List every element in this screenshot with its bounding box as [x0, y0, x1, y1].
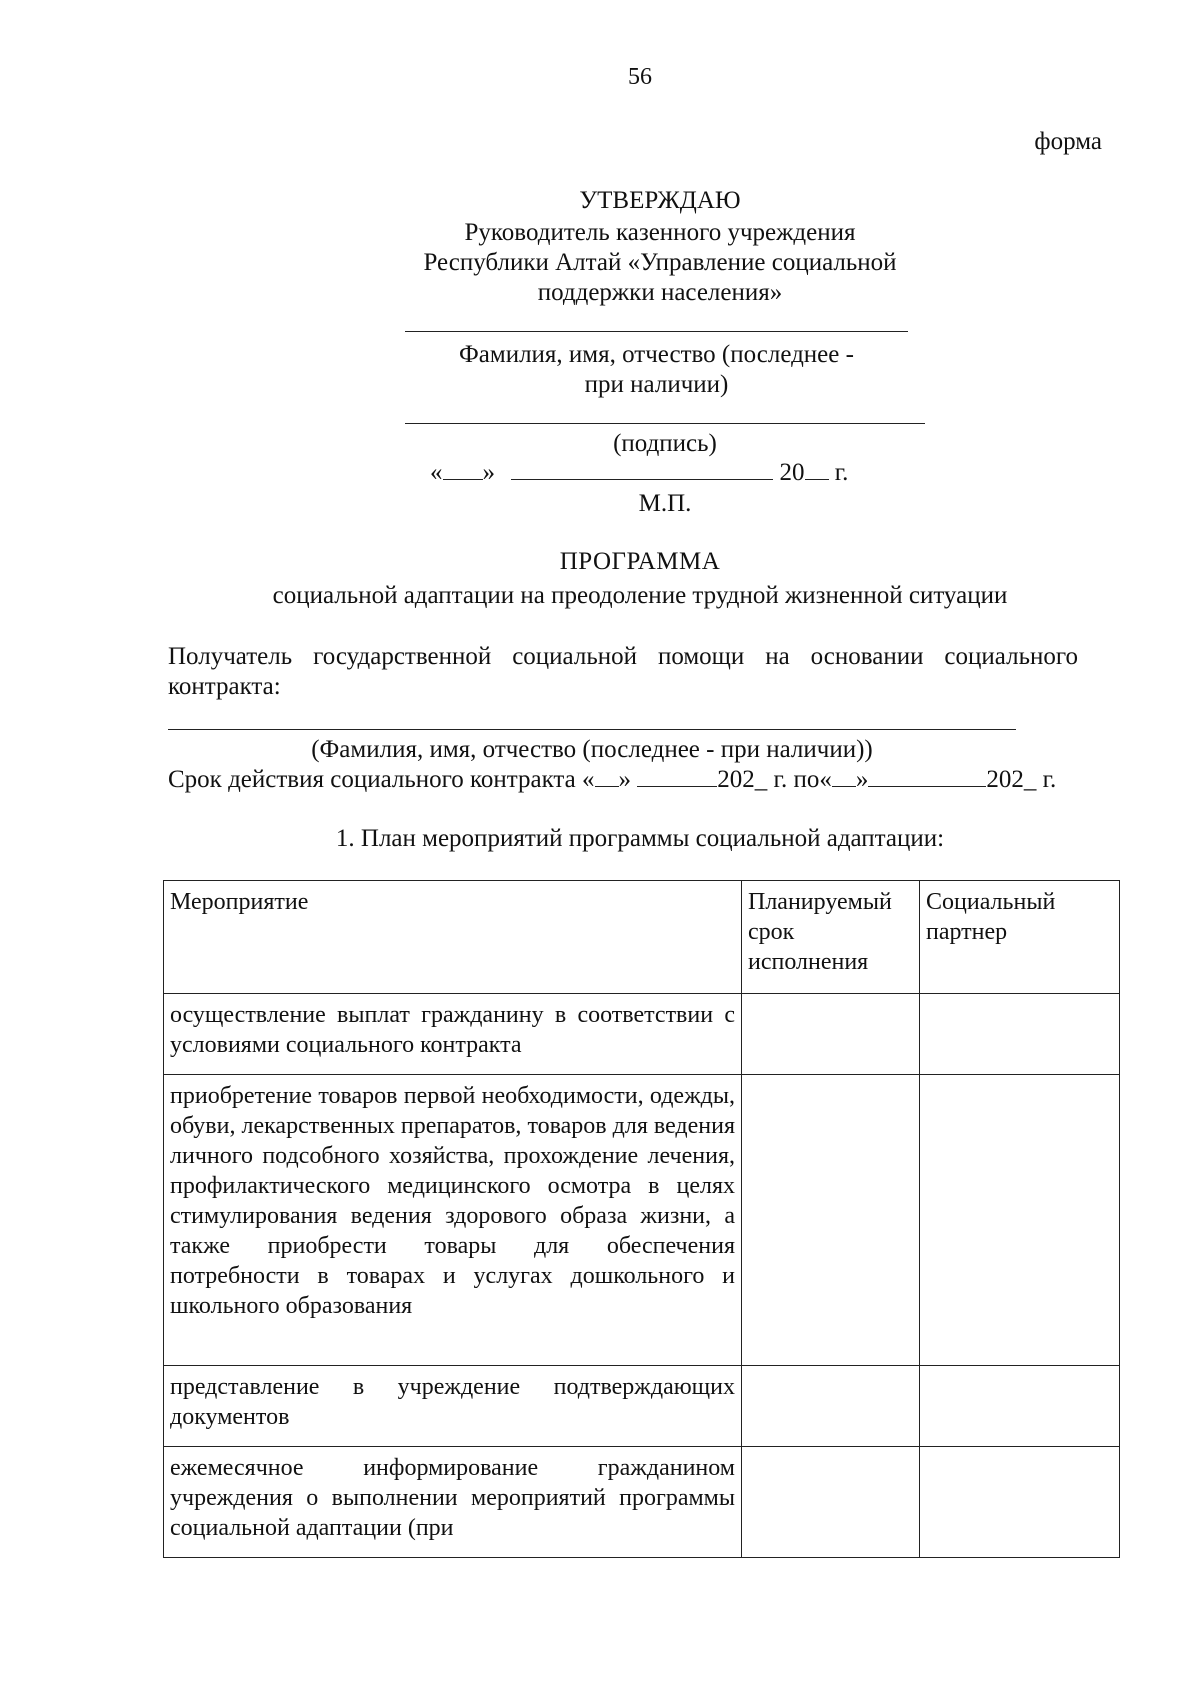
recipient-name-caption: (Фамилия, имя, отчество (последнее - при наличии)): [311, 736, 873, 763]
page-number: 56: [628, 64, 652, 90]
form-label: форма: [1034, 128, 1102, 155]
term-year1: 202_ г. по«: [717, 766, 832, 793]
term-month-blank: [637, 766, 717, 787]
activity-cell: ежемесячное информирование гражданином учреждения о выполнении мероприятий программы социальной адаптации (при: [164, 1447, 742, 1558]
partner-cell: [920, 1447, 1120, 1558]
signature-caption: (подпись): [613, 430, 717, 457]
day-blank: [443, 459, 483, 480]
term-day-blank: [595, 766, 619, 787]
term-cell: [742, 1366, 920, 1447]
approval-date: [430, 459, 848, 487]
term-cell: [742, 994, 920, 1075]
partner-cell: [920, 1366, 1120, 1447]
term-month2-blank: [868, 766, 986, 787]
date-close-quote: »: [482, 459, 495, 486]
activity-cell: представление в учреждение подтверждающих документов: [164, 1366, 742, 1447]
partner-cell: [920, 994, 1120, 1075]
table-row: [164, 1447, 1120, 1558]
activity-cell: приобретение товаров первой необходимости, одежды, обуви, лекарственных препаратов, товаров для ведения личного подсобного хозяйства, прохождение лечения, профилактического медицинского осмотра в целях стимулирования ведения здорового образа жизни, а также приобрести товары для обеспечения потребности в товарах и услугах дошкольного и школьного образования: [164, 1075, 742, 1366]
approval-line-2: Республики Алтай «Управление социальной: [423, 249, 897, 276]
seal-label: М.П.: [638, 490, 692, 517]
term-year2: 202_ г.: [986, 766, 1057, 793]
year-suffix: г.: [834, 459, 849, 486]
recipient-name-line: [168, 729, 1016, 730]
approval-line-1: Руководитель казенного учреждения: [464, 219, 856, 246]
section-heading: 1. План мероприятий программы социальной адаптации:: [335, 825, 945, 852]
name-caption: [405, 340, 908, 400]
table-row: [164, 1075, 1120, 1366]
header-partner: Социальный партнер: [920, 881, 1120, 994]
date-open-quote: «: [430, 459, 443, 486]
term-close: »: [618, 766, 638, 793]
year-prefix: 20: [779, 459, 805, 486]
signature-line: [405, 423, 925, 424]
name-caption-line-1: Фамилия, имя, отчество (последнее -: [459, 341, 854, 368]
term-day2-blank: [832, 766, 856, 787]
plan-table: [163, 880, 1120, 1558]
header-term: Планируемый срок исполнения: [742, 881, 920, 994]
header-activity: Мероприятие: [164, 881, 742, 994]
approval-title: УТВЕРЖДАЮ: [579, 187, 741, 214]
approval-line-3: поддержки населения»: [537, 279, 783, 306]
approval-block: [400, 218, 920, 308]
program-title: ПРОГРАММА: [559, 548, 721, 575]
year-blank: [805, 459, 829, 480]
name-caption-line-2: при наличии): [584, 371, 729, 398]
program-subtitle: социальной адаптации на преодоление трудной жизненной ситуации: [272, 582, 1008, 609]
table-header-row: [164, 881, 1120, 994]
recipient-text: Получатель государственной социальной помощи на основании социального контракта:: [168, 643, 1078, 700]
activity-cell: осуществление выплат гражданину в соответствии с условиями социального контракта: [164, 994, 742, 1075]
term-close2: »: [855, 766, 869, 793]
month-blank: [511, 459, 773, 480]
table-row: [164, 994, 1120, 1075]
table-row: [164, 1366, 1120, 1447]
name-line: [405, 331, 908, 332]
partner-cell: [920, 1075, 1120, 1366]
term-label: Срок действия социального контракта «: [168, 766, 595, 793]
term-cell: [742, 1075, 920, 1366]
contract-term: [168, 766, 1056, 794]
term-cell: [742, 1447, 920, 1558]
